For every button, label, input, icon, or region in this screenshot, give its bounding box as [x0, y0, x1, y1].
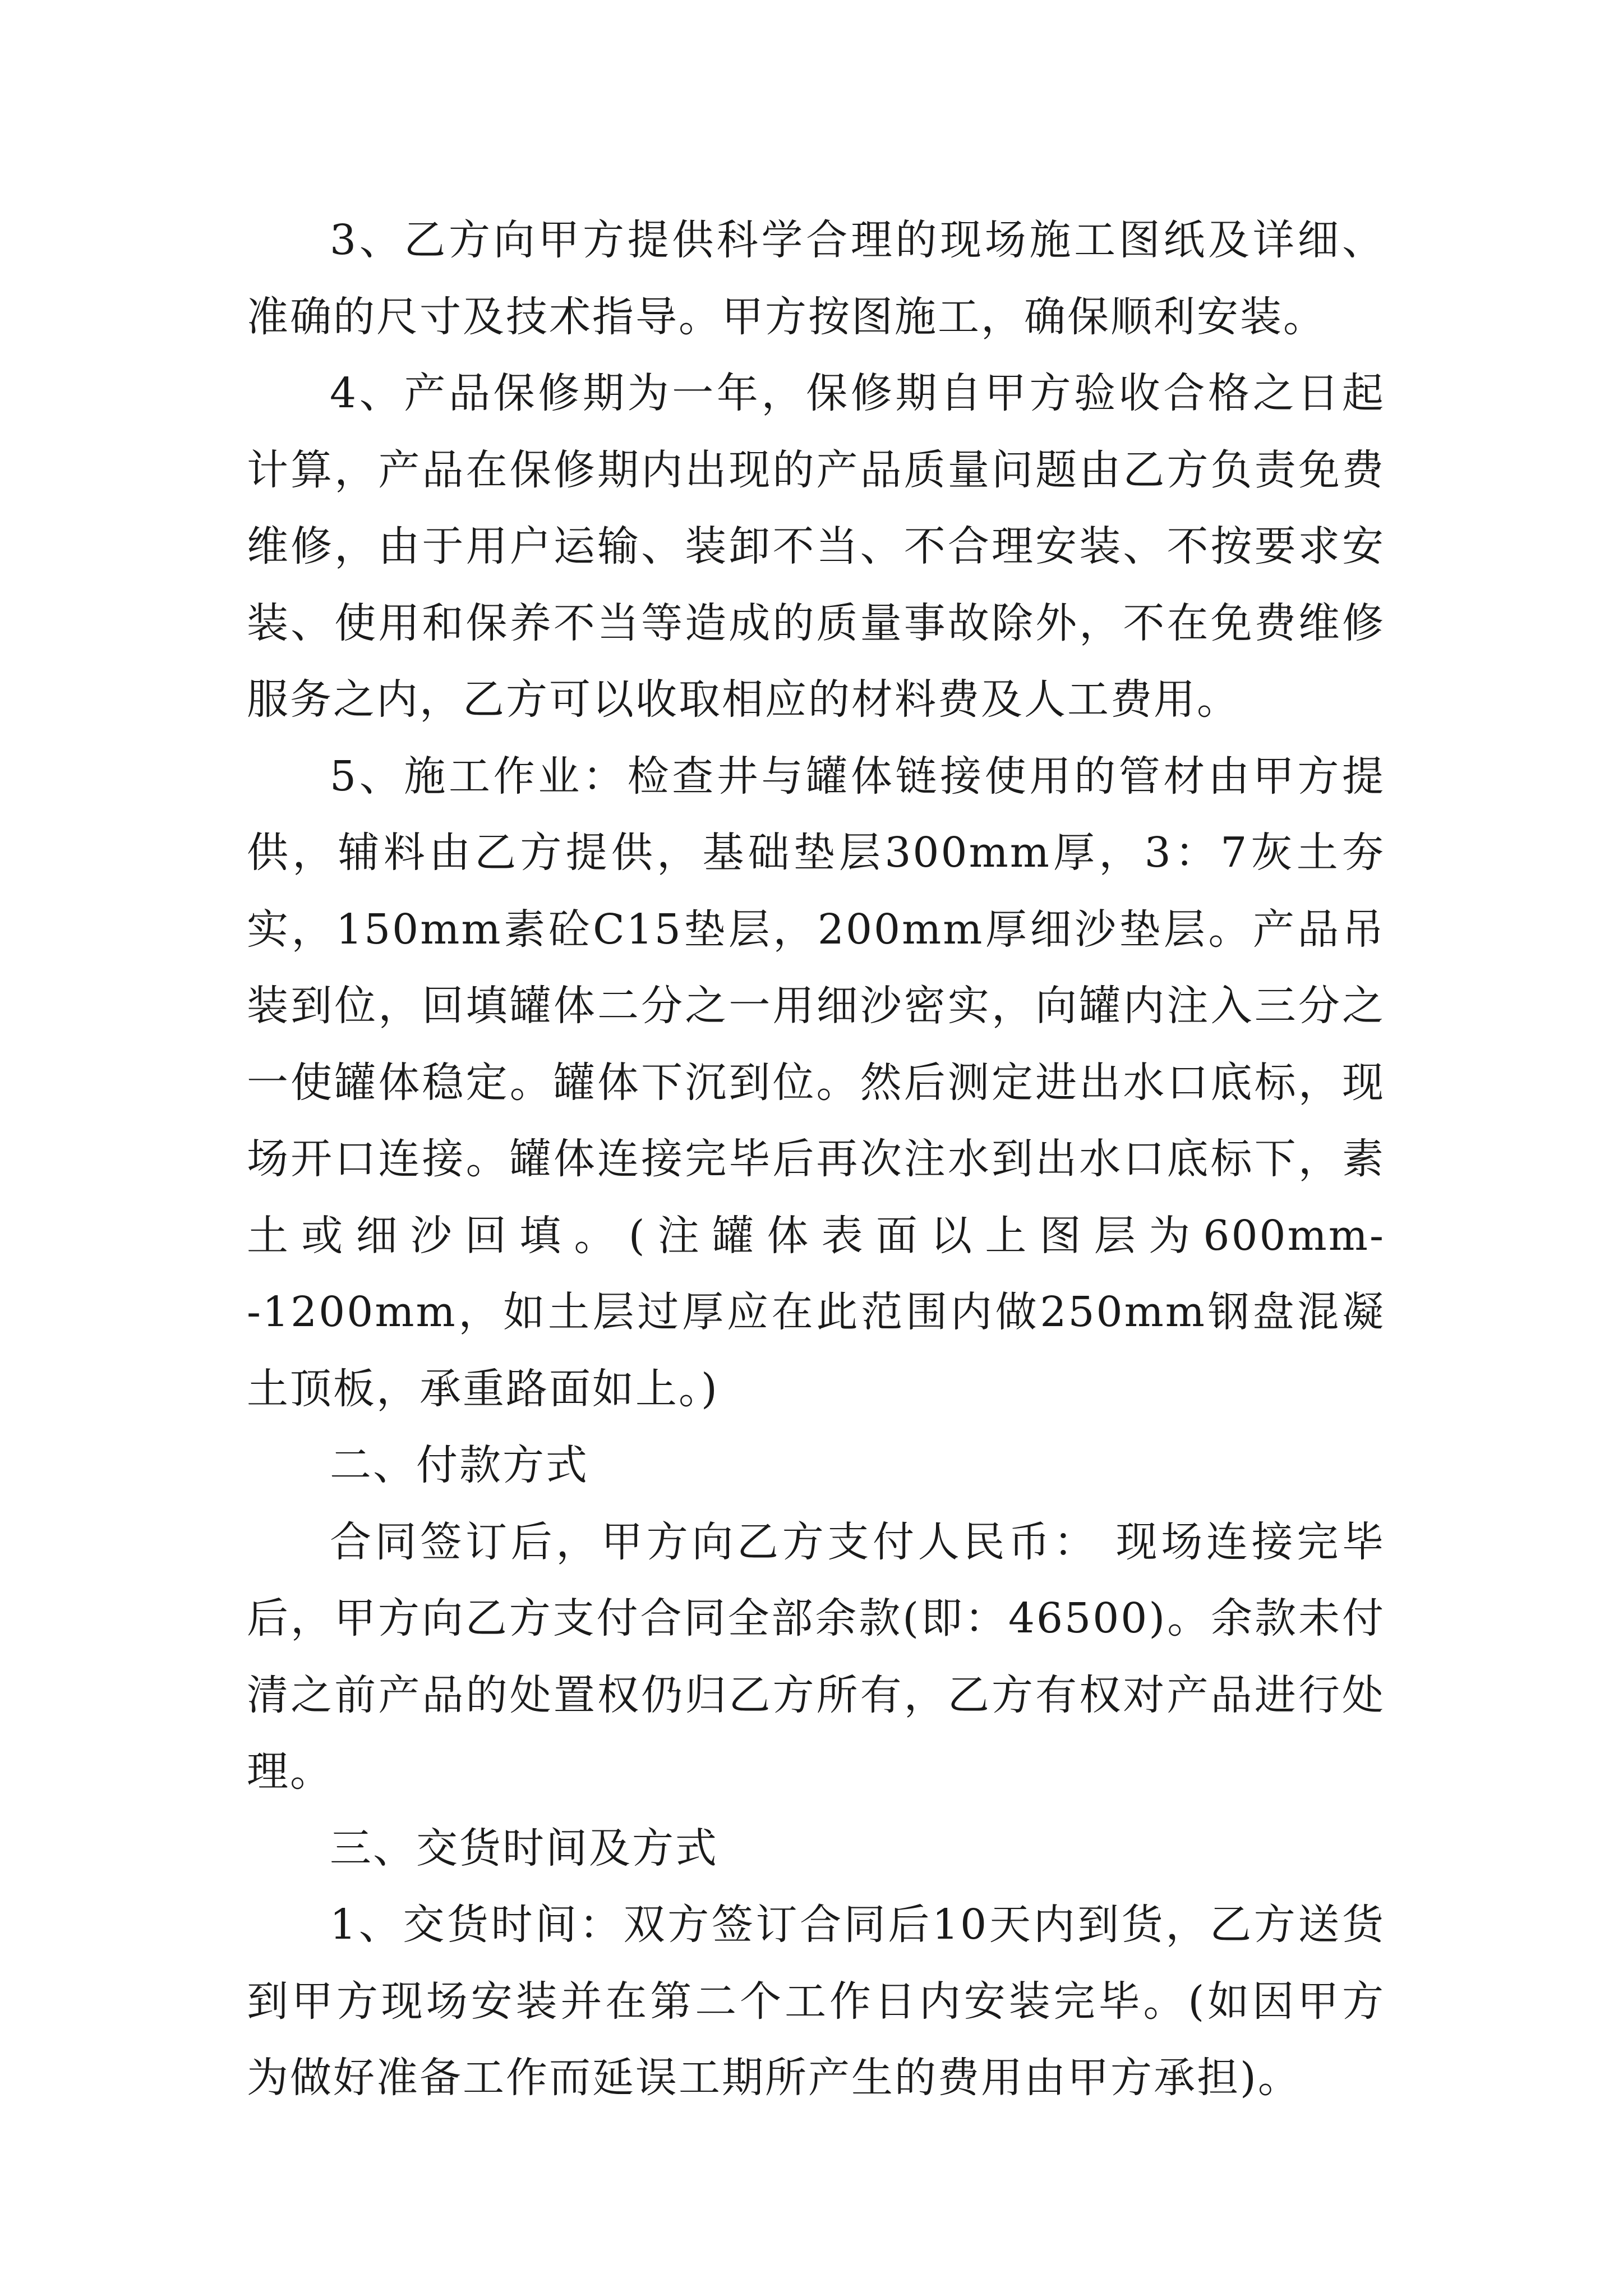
- paragraph-item-3-drawings: 3、乙方向甲方提供科学合理的现场施工图纸及详细、准确的尺寸及技术指导。甲方按图施工，确保顺利安装。: [247, 216, 1385, 341]
- paragraph-item-5-construction: 5、施工作业：检查井与罐体链接使用的管材由甲方提供，辅料由乙方提供，基础垫层300mm厚，3：7灰土夯实，150mm素砼C15垫层，200mm厚细沙垫层。产品吊装到位，回填罐体二分之一用细沙密实，向罐内注入三分之一使罐体稳定。罐体下沉到位。然后测定进出水口底标，现场开口连接。罐体连接完毕后再次注水到出水口底标下，素土或细沙回填。(注罐体表面以上图层为600mm--1200mm，如土层过厚应在此范围内做250mm钢盘混凝土顶板，承重路面如上。): [247, 752, 1385, 1413]
- paragraph-delivery-time: 1、交货时间：双方签订合同后10天内到货，乙方送货到甲方现场安装并在第二个工作日内安装完毕。(如因甲方为做好准备工作而延误工期所产生的费用由甲方承担)。: [247, 1901, 1385, 2102]
- section-heading-payment: 二、付款方式: [330, 1441, 589, 1489]
- document-body: [247, 202, 1385, 2116]
- section-heading-delivery: 三、交货时间及方式: [330, 1824, 718, 1872]
- paragraph-payment-terms: 合同签订后，甲方向乙方支付人民币： 现场连接完毕后，甲方向乙方支付合同全部余款(即：46500)。余款未付清之前产品的处置权仍归乙方所有，乙方有权对产品进行处理。: [247, 1517, 1385, 1796]
- paragraph-item-4-warranty: 4、产品保修期为一年，保修期自甲方验收合格之日起计算，产品在保修期内出现的产品质量问题由乙方负责免费维修，由于用户运输、装卸不当、不合理安装、不按要求安装、使用和保养不当等造成的质量事故除外，不在免费维修服务之内，乙方可以收取相应的材料费及人工费用。: [247, 369, 1385, 724]
